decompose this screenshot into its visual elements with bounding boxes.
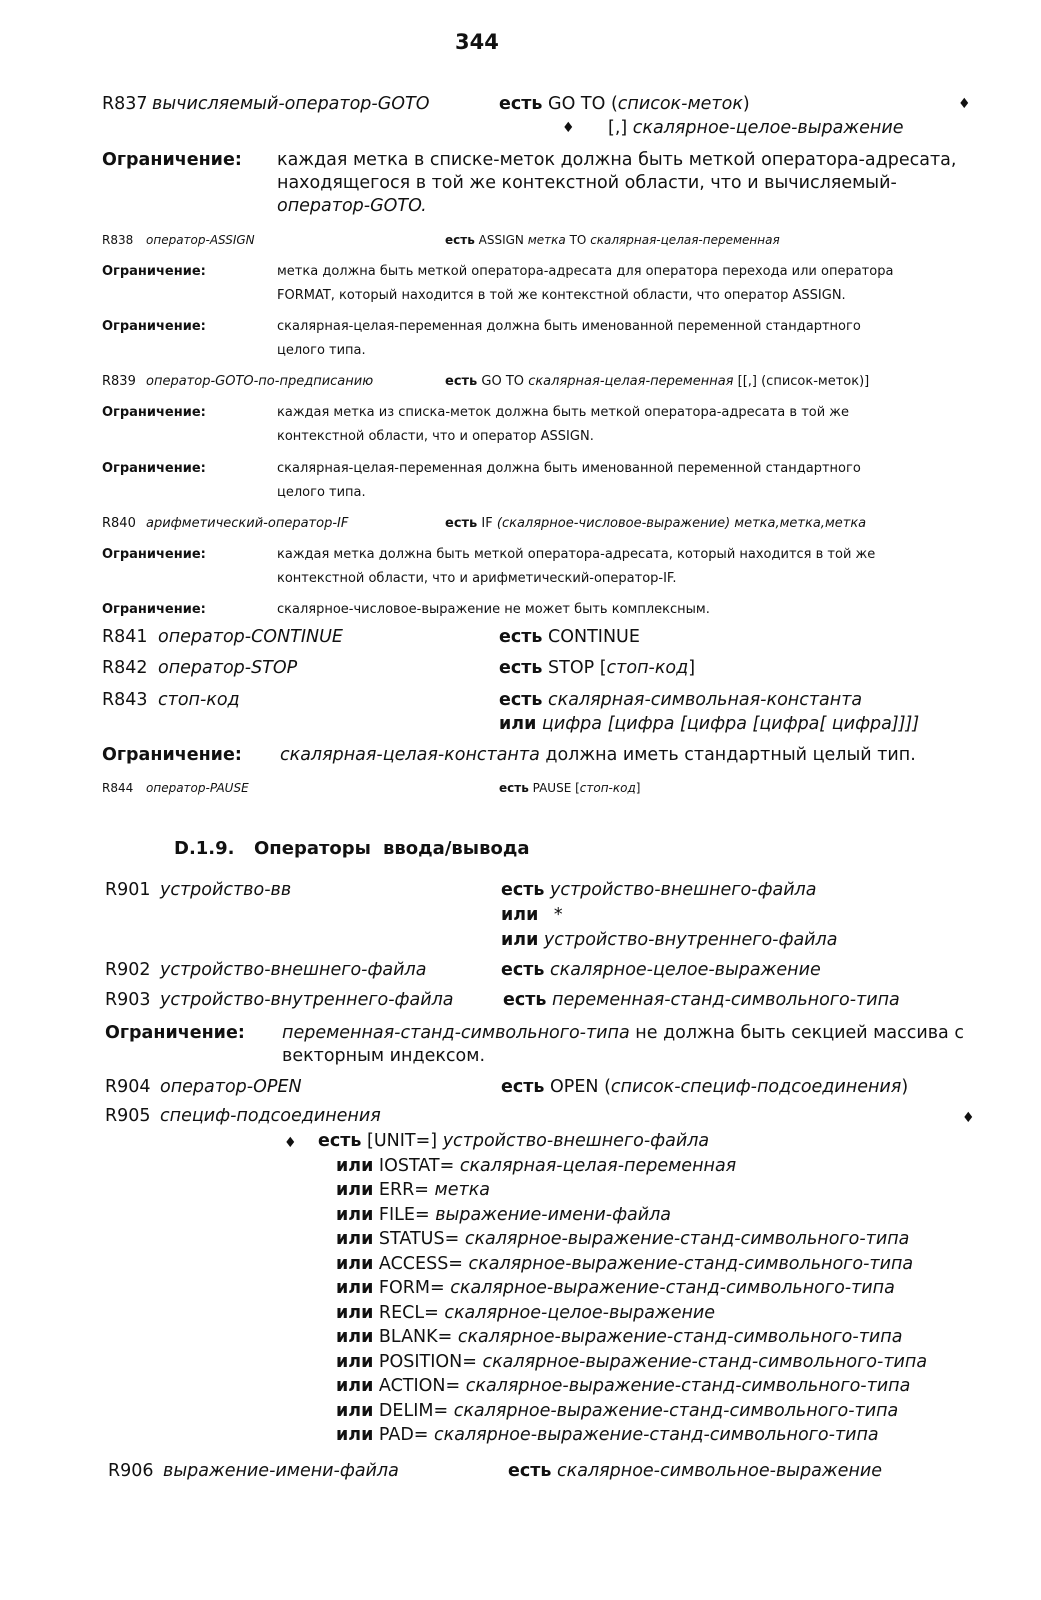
rule-r837-rhs xyxy=(499,94,750,114)
rule-r905-name: специф-подсоединения xyxy=(160,1106,381,1126)
spec-key: [UNIT=] xyxy=(367,1131,438,1151)
spec-value: скалярное-выражение-станд-символьного-типа xyxy=(457,1327,903,1347)
rhs-text: ) xyxy=(742,94,750,114)
rhs-text: GO TO xyxy=(481,374,525,389)
restriction-text: скалярная-целая-переменная должна быть именованной переменной стандартного xyxy=(277,319,861,334)
rule-r902-rhs xyxy=(501,960,821,980)
restriction-label: Ограничение: xyxy=(102,319,206,334)
rule-r903-id: R903 xyxy=(105,990,151,1010)
r905-item xyxy=(336,1425,879,1445)
spec-value: скалярное-выражение-станд-символьного-типа xyxy=(464,1229,910,1249)
keyword: есть xyxy=(445,516,478,531)
rule-r906-id: R906 xyxy=(108,1461,154,1481)
rule-r843-rhs xyxy=(499,690,862,710)
rhs-text: OPEN ( xyxy=(550,1077,611,1097)
keyword: есть xyxy=(499,781,529,795)
diamond-icon: ♦ xyxy=(958,96,971,112)
rule-r837-id: R837 xyxy=(102,94,148,114)
restriction-label: Ограничение: xyxy=(102,547,206,562)
rhs-italic: список-меток xyxy=(617,94,743,114)
rule-r844-name: оператор-PAUSE xyxy=(146,781,249,795)
keyword: есть xyxy=(508,1461,552,1481)
restriction-text: FORMAT, который находится в той же контекстной области, что оператор ASSIGN. xyxy=(277,288,846,303)
rhs-text: [,] xyxy=(608,118,633,138)
rule-r901-alt1 xyxy=(501,880,816,900)
rhs-text: IF xyxy=(481,516,493,531)
r905-item xyxy=(336,1352,927,1372)
spec-value: скалярное-выражение-станд-символьного-типа xyxy=(465,1376,911,1396)
keyword: или xyxy=(336,1376,374,1396)
rhs-text: STOP [ xyxy=(548,658,607,678)
r905-item xyxy=(336,1205,671,1225)
keyword: или xyxy=(336,1204,374,1225)
rule-r902-name: устройство-внешнего-файла xyxy=(160,960,427,980)
keyword: есть xyxy=(499,627,543,647)
rhs-text: ] xyxy=(635,781,641,795)
rule-r901-id: R901 xyxy=(105,880,151,900)
rhs-italic: устройство-внешнего-файла xyxy=(550,880,817,900)
rhs-text: CONTINUE xyxy=(548,627,640,647)
r905-item xyxy=(336,1254,913,1274)
rule-r903-name: устройство-внутреннего-файла xyxy=(160,990,454,1010)
keyword: есть xyxy=(499,658,543,678)
rhs-italic: переменная-станд-символьного-типа xyxy=(552,990,900,1010)
rhs-italic: стоп-код xyxy=(606,658,689,678)
keyword: или xyxy=(336,1253,374,1274)
rule-r839-rhs xyxy=(445,374,869,389)
rhs-italic: список-специф-подсоединения xyxy=(610,1077,902,1097)
restriction-italic: переменная-станд-символьного-типа xyxy=(282,1023,630,1043)
restriction-text xyxy=(282,1023,964,1043)
spec-key: ACCESS= xyxy=(378,1253,463,1274)
restriction-text: оператор-GOTO. xyxy=(277,196,427,216)
restriction-label: Ограничение: xyxy=(102,264,206,279)
r905-item xyxy=(336,1376,910,1396)
restriction-text: каждая метка в списке-меток должна быть меткой оператора-адресата, xyxy=(277,150,957,170)
keyword: есть xyxy=(499,94,543,114)
spec-key: STATUS= xyxy=(378,1229,460,1249)
spec-key: PAD= xyxy=(378,1425,429,1445)
rule-r904-rhs xyxy=(501,1077,908,1097)
rule-r840-rhs xyxy=(445,516,866,531)
rule-r842-id: R842 xyxy=(102,658,148,678)
r905-item xyxy=(336,1327,902,1347)
rule-r901-alt2 xyxy=(501,905,563,925)
r905-item xyxy=(336,1180,490,1200)
restriction-label: Ограничение: xyxy=(102,150,242,170)
rule-r842-rhs xyxy=(499,658,695,678)
rule-r842-name: оператор-STOP xyxy=(158,658,298,678)
rule-r839-name: оператор-GOTO-по-предписанию xyxy=(146,374,374,389)
rule-r843-rhs2 xyxy=(499,714,919,734)
rule-r838-rhs xyxy=(445,233,780,247)
rule-r901-alt3 xyxy=(501,930,837,950)
rhs-text: ) xyxy=(901,1077,909,1097)
rule-r837-name: вычисляемый-оператор-GOTO xyxy=(152,94,430,114)
keyword: есть xyxy=(501,880,545,900)
rhs-text: PAUSE [ xyxy=(532,781,580,795)
rhs-text: TO xyxy=(569,233,587,247)
keyword: или xyxy=(501,930,539,950)
rhs-italic: скалярная-символьная-константа xyxy=(548,690,863,710)
keyword: есть xyxy=(318,1131,362,1151)
restriction-text: скалярное-числовое-выражение не может быть комплексным. xyxy=(277,602,710,617)
section-title-word1: Операторы xyxy=(254,838,371,859)
restriction-text xyxy=(280,745,916,765)
restriction-text: целого типа. xyxy=(277,343,366,358)
rule-r905-id: R905 xyxy=(105,1106,151,1126)
rule-r841-name: оператор-CONTINUE xyxy=(158,627,343,647)
restriction-text: контекстной области, что и оператор ASSIGN. xyxy=(277,429,594,444)
restriction-label: Ограничение: xyxy=(102,745,242,765)
rhs-italic: метка xyxy=(527,233,566,247)
restriction-text: находящегося в той же контекстной области, что и вычисляемый- xyxy=(277,173,897,193)
rule-r902-id: R902 xyxy=(105,960,151,980)
restriction-text: каждая метка должна быть меткой оператора-адресата, который находится в той же xyxy=(277,547,876,562)
keyword: или xyxy=(336,1229,374,1249)
rhs-italic: устройство-внутреннего-файла xyxy=(543,930,838,950)
restriction-italic: скалярная-целая-константа xyxy=(280,745,540,765)
rhs-italic: скалярное-целое-выражение xyxy=(550,960,821,980)
rule-r838-id: R838 xyxy=(102,233,134,247)
rule-r840-name: арифметический-оператор-IF xyxy=(146,516,349,531)
spec-key: IOSTAT= xyxy=(378,1155,455,1176)
rule-r906-rhs xyxy=(508,1461,882,1481)
keyword: есть xyxy=(445,374,478,389)
rule-r839-id: R839 xyxy=(102,374,136,389)
restriction-text: каждая метка из списка-меток должна быть меткой оператора-адресата в той же xyxy=(277,405,850,420)
keyword: или xyxy=(336,1351,374,1372)
keyword: или xyxy=(336,1327,374,1347)
rhs-text: [[,] (список-меток)] xyxy=(737,374,870,389)
keyword: есть xyxy=(501,1077,545,1097)
rhs-text: GO TO ( xyxy=(548,94,618,114)
section-title-word2: ввода/вывода xyxy=(383,838,530,859)
rhs-italic: (скалярное-числовое-выражение) метка,метка,метка xyxy=(496,516,867,531)
rule-r903-rhs xyxy=(503,990,900,1010)
keyword: есть xyxy=(499,690,543,710)
spec-value: скалярное-выражение-станд-символьного-типа xyxy=(434,1425,879,1445)
keyword: есть xyxy=(503,990,547,1010)
r905-item xyxy=(336,1303,715,1323)
spec-value: скалярное-выражение-станд-символьного-типа xyxy=(482,1351,928,1372)
diamond-icon: ♦ xyxy=(284,1135,297,1151)
rhs-italic: стоп-код xyxy=(579,781,636,795)
restriction-text: целого типа. xyxy=(277,485,366,500)
keyword: или xyxy=(336,1425,374,1445)
keyword: или xyxy=(499,714,537,734)
keyword: или xyxy=(336,1155,374,1176)
restriction-label: Ограничение: xyxy=(105,1023,245,1043)
spec-key: POSITION= xyxy=(378,1351,477,1372)
spec-key: ACTION= xyxy=(378,1376,461,1396)
keyword: или xyxy=(336,1180,374,1200)
rule-r838-name: оператор-ASSIGN xyxy=(146,233,255,247)
spec-value: скалярное-выражение-станд-символьного-типа xyxy=(468,1253,914,1274)
spec-key: DELIM= xyxy=(378,1400,449,1421)
rule-r844-rhs xyxy=(499,781,640,795)
restriction-plain: должна иметь стандартный целый тип. xyxy=(545,745,916,765)
rule-r837-rhs2 xyxy=(608,118,903,138)
page-number: 344 xyxy=(455,30,499,54)
rhs-italic: скалярная-целая-переменная xyxy=(590,233,780,247)
keyword: или xyxy=(336,1278,374,1298)
section-number: D.1.9. xyxy=(174,838,235,859)
rule-r844-id: R844 xyxy=(102,781,134,795)
rhs-italic: цифра [цифра [цифра [цифра[ цифра]]]] xyxy=(541,714,920,734)
restriction-label: Ограничение: xyxy=(102,405,206,420)
rule-r901-name: устройство-вв xyxy=(160,880,292,900)
r905-item xyxy=(336,1229,909,1249)
restriction-label: Ограничение: xyxy=(102,602,206,617)
rhs-text: ASSIGN xyxy=(478,233,524,247)
spec-key: FILE= xyxy=(378,1204,430,1225)
restriction-text: контекстной области, что и арифметический-оператор-IF. xyxy=(277,571,677,586)
r905-item xyxy=(318,1131,709,1151)
rhs-italic: скалярная-целая-переменная xyxy=(528,374,734,389)
rule-r904-name: оператор-OPEN xyxy=(160,1077,302,1097)
spec-key: BLANK= xyxy=(378,1327,453,1347)
keyword: есть xyxy=(501,960,545,980)
restriction-text: метка должна быть меткой оператора-адресата для оператора перехода или оператора xyxy=(277,264,894,279)
rhs-italic: скалярное-символьное-выражение xyxy=(557,1461,883,1481)
keyword: или xyxy=(336,1400,374,1421)
spec-key: FORM= xyxy=(378,1278,445,1298)
spec-value: выражение-имени-файла xyxy=(435,1204,672,1225)
spec-value: скалярная-целая-переменная xyxy=(459,1155,737,1176)
r905-item xyxy=(336,1401,898,1421)
keyword: или xyxy=(501,905,539,925)
restriction-label: Ограничение: xyxy=(102,461,206,476)
spec-value: скалярное-выражение-станд-символьного-типа xyxy=(453,1400,899,1421)
spec-value: скалярное-целое-выражение xyxy=(444,1302,716,1323)
diamond-icon: ♦ xyxy=(962,1110,975,1126)
spec-key: RECL= xyxy=(378,1302,439,1323)
r905-item xyxy=(336,1156,736,1176)
restriction-plain: не должна быть секцией массива с xyxy=(635,1023,964,1043)
rule-r840-id: R840 xyxy=(102,516,136,531)
rhs-text: * xyxy=(553,905,563,925)
spec-value: устройство-внешнего-файла xyxy=(442,1131,710,1151)
keyword: или xyxy=(336,1302,374,1323)
rule-r904-id: R904 xyxy=(105,1077,151,1097)
spec-key: ERR= xyxy=(378,1180,429,1200)
rule-r843-name: стоп-код xyxy=(158,690,240,710)
spec-value: метка xyxy=(434,1180,491,1200)
rhs-text: ] xyxy=(688,658,696,678)
restriction-text: скалярная-целая-переменная должна быть именованной переменной стандартного xyxy=(277,461,861,476)
rule-r841-id: R841 xyxy=(102,627,148,647)
restriction-text: векторным индексом. xyxy=(282,1046,486,1066)
r905-item xyxy=(336,1278,895,1298)
rule-r843-id: R843 xyxy=(102,690,148,710)
keyword: есть xyxy=(445,233,475,247)
diamond-icon: ♦ xyxy=(562,120,575,136)
spec-value: скалярное-выражение-станд-символьного-типа xyxy=(450,1278,895,1298)
rule-r841-rhs xyxy=(499,627,640,647)
rhs-italic: скалярное-целое-выражение xyxy=(632,118,904,138)
rule-r906-name: выражение-имени-файла xyxy=(163,1461,399,1481)
